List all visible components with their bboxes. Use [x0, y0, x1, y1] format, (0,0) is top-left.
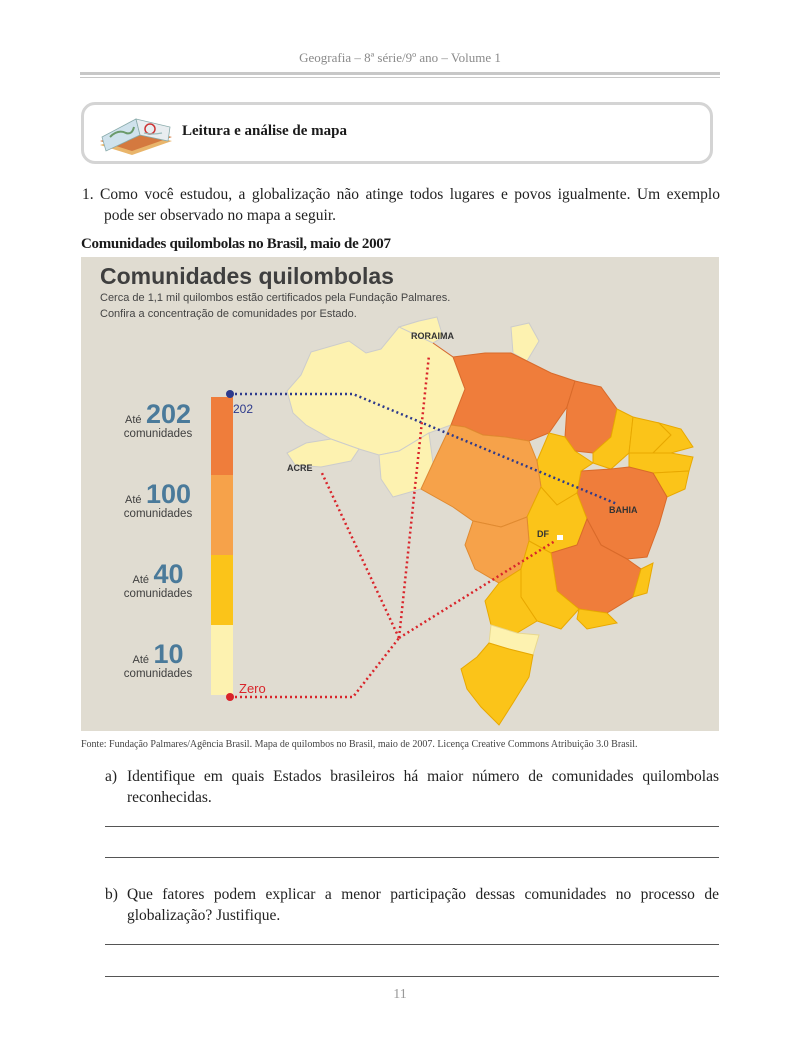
question-a: [105, 766, 719, 808]
scale-bottom-label: Zero: [239, 681, 266, 696]
page-header: Geografia – 8ª série/9º ano – Volume 1: [299, 50, 501, 65]
header-rule-top: [80, 72, 720, 75]
label-df: DF: [537, 529, 549, 539]
section-box: [81, 102, 713, 164]
legend-bar-100: [211, 475, 233, 555]
header-rule-bottom: [80, 77, 720, 78]
legend-label-40: Até 40 comunidades: [123, 559, 193, 600]
answer-line-b1[interactable]: [105, 944, 719, 945]
scale-top-label: 202: [233, 402, 254, 416]
map-caption: Comunidades quilombolas no Brasil, maio de 2007: [81, 236, 391, 252]
state-rio-grande-do-sul: [461, 643, 533, 725]
label-acre: ACRE: [287, 463, 313, 473]
map-figure: [81, 257, 719, 731]
map-source: Fonte: Fundação Palmares/Agência Brasil. Mapa de quilombos no Brasil, maio de 2007. Licença Creative Commons Atribuição 3.0 Brasil.: [81, 739, 638, 750]
state-rio-de-janeiro: [577, 609, 617, 629]
answer-line-a1[interactable]: [105, 826, 719, 827]
red-dot: [226, 693, 234, 701]
df-marker: [557, 535, 563, 540]
legend-bar-10: [211, 625, 233, 695]
question-b: [105, 884, 719, 926]
question-number: 1.: [82, 186, 94, 203]
section-title: Leitura e análise de mapa: [182, 123, 347, 139]
state-amazonas: [287, 321, 465, 455]
legend-label-100: Até 100 comunidades: [123, 479, 193, 520]
state-mato-grosso: [421, 425, 541, 527]
question-1: [82, 184, 720, 226]
book-map-icon: [96, 111, 176, 166]
red-leader-line-acre: [321, 471, 399, 638]
question-a-label: a): [105, 768, 118, 785]
question-a-text: Identifique em quais Estados brasileiros há maior número de comunidades quilombolas reconhecidas.: [127, 768, 719, 806]
question-b-label: b): [105, 886, 118, 903]
legend-bar-202: [211, 397, 233, 475]
map-subtitle-2: Confira a concentração de comunidades por Estado.: [100, 308, 357, 320]
legend-bar-40: [211, 555, 233, 625]
legend-label-202: Até 202 comunidades: [123, 399, 193, 440]
question-text: Como você estudou, a globalização não atinge todos lugares e povos igualmente. Um exemplo pode ser observado no mapa a seguir.: [100, 186, 720, 224]
answer-line-a2[interactable]: [105, 857, 719, 858]
label-bahia: BAHIA: [609, 505, 638, 515]
legend-label-10: Até 10 comunidades: [123, 639, 193, 680]
map-subtitle-1: Cerca de 1,1 mil quilombos estão certificados pela Fundação Palmares.: [100, 292, 451, 304]
answer-line-b2[interactable]: [105, 976, 719, 977]
question-b-text: Que fatores podem explicar a menor participação dessas comunidades no processo de globalização? Justifique.: [127, 886, 719, 924]
blue-dot: [226, 390, 234, 398]
label-roraima: RORAIMA: [411, 331, 454, 341]
map-heading: Comunidades quilombolas: [100, 263, 394, 289]
page-number: 11: [393, 987, 407, 1002]
